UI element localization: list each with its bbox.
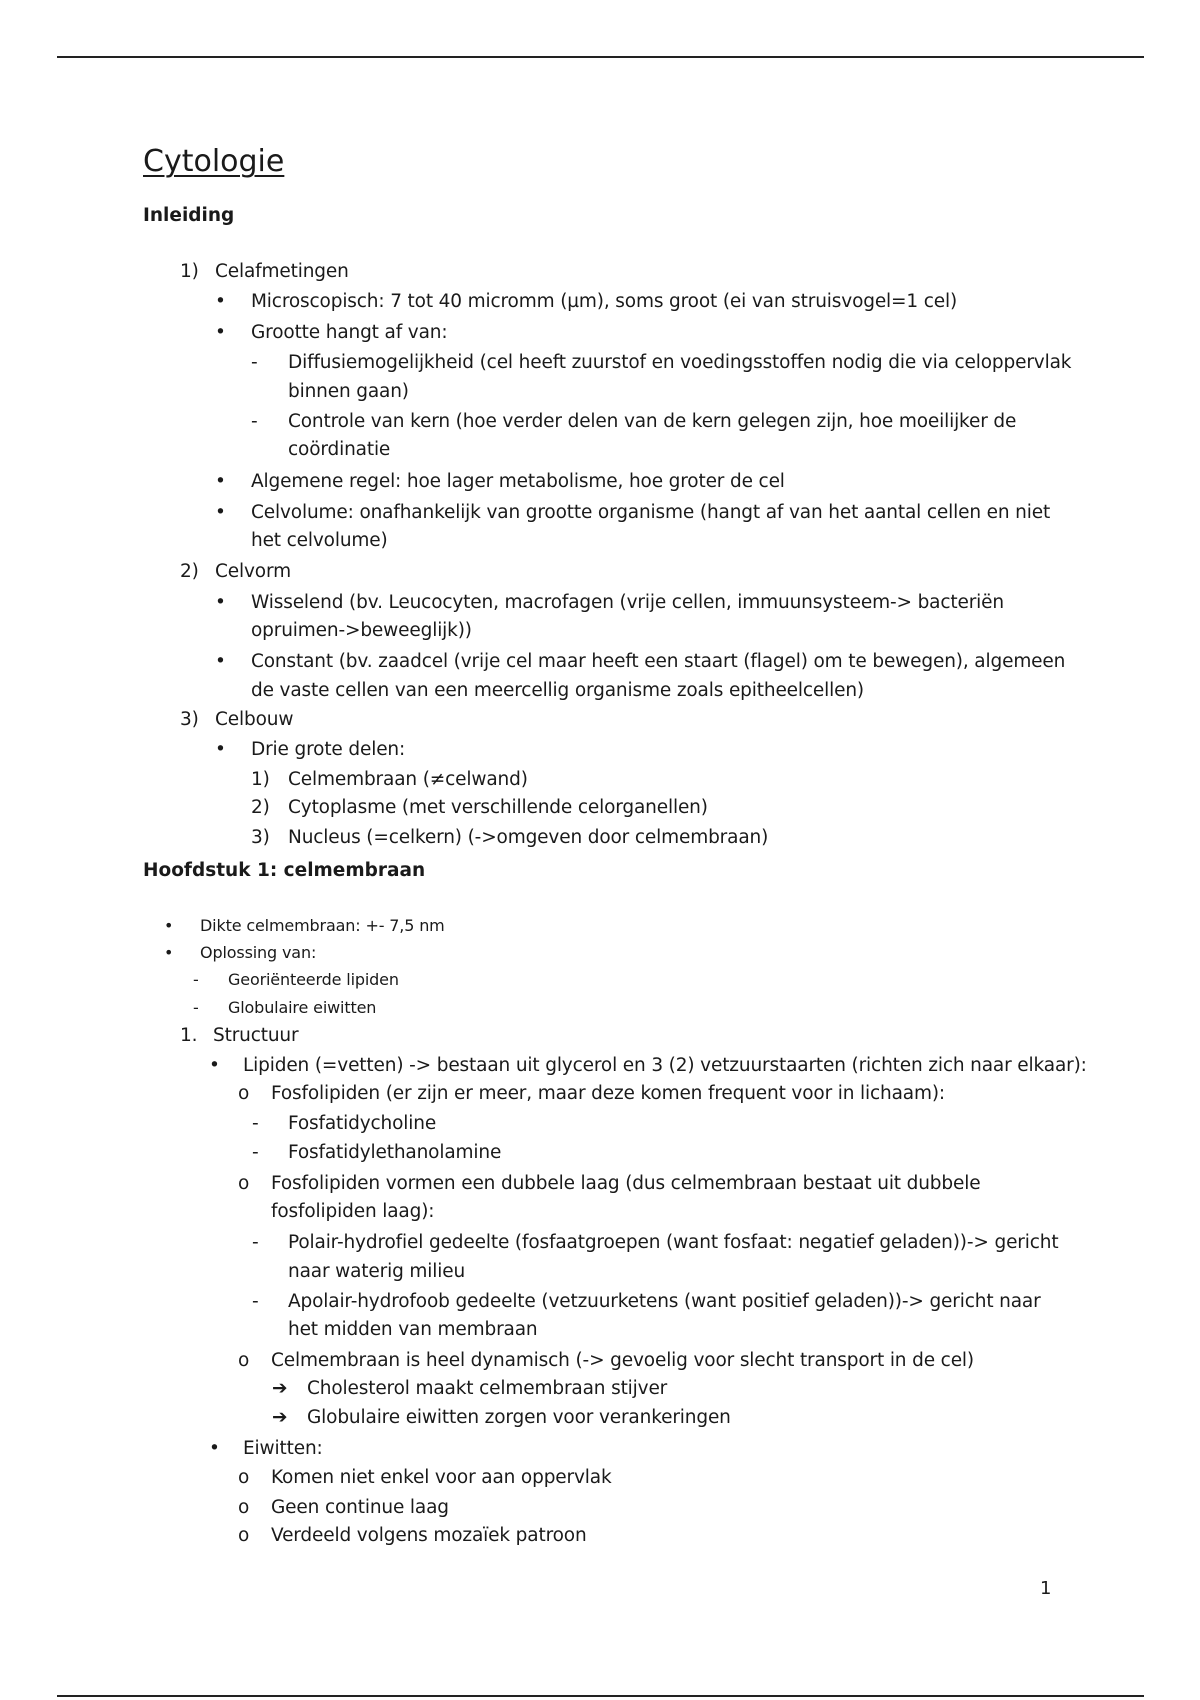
list-item-text: Fosfatidylethanolamine [288,1142,502,1163]
list-marker: - [252,1113,259,1134]
list-item-text: Controle van kern (hoe verder delen van de kern gelegen zijn, hoe moeilijker de [288,411,1017,432]
list-marker: 1) [180,261,199,282]
bottom-rule [57,1695,1144,1697]
list-item-text: Diffusiemogelijkheid (cel heeft zuurstof en voedingsstoffen nodig die via celoppervlak [288,352,1072,373]
list-marker: o [238,1173,250,1194]
list-item-text: Celafmetingen [215,261,349,282]
list-item-text: Apolair-hydrofoob gedeelte (vetzuurketens (want positief geladen))-> gericht naar [288,1291,1041,1312]
list-marker: 3) [180,709,199,730]
list-item-text: Geen continue laag [271,1497,449,1518]
list-marker: o [238,1083,250,1104]
page-number: 1 [1040,1578,1052,1599]
list-item-text: coördinatie [288,439,391,460]
list-marker: o [238,1467,250,1488]
list-item-text: Cytoplasme (met verschillende celorganellen) [288,797,708,818]
list-marker: ➔ [272,1378,288,1399]
list-item-text: Lipiden (=vetten) -> bestaan uit glycerol en 3 (2) vetzuurstaarten (richten zich naar elkaar): [243,1055,1087,1076]
list-marker: • [215,739,226,760]
top-rule [57,56,1144,58]
list-marker: o [238,1497,250,1518]
list-item-text: Cholesterol maakt celmembraan stijver [307,1378,668,1399]
list-item-text: Verdeeld volgens mozaïek patroon [271,1525,587,1546]
list-item-text: fosfolipiden laag): [271,1201,435,1222]
list-item-text: Oplossing van: [200,943,317,962]
list-marker: - [251,352,258,373]
list-marker: • [215,291,226,312]
list-marker: o [238,1525,250,1546]
list-marker: 1) [251,769,270,790]
list-marker: 1. [180,1025,198,1046]
list-marker: • [215,502,226,523]
list-marker: 3) [251,827,270,848]
list-item-text: Eiwitten: [243,1438,323,1459]
list-marker: - [193,998,199,1017]
list-item-text: opruimen->beweeglijk)) [251,620,472,641]
list-marker: • [215,322,226,343]
list-item-text: Structuur [213,1025,299,1046]
list-marker: - [252,1232,259,1253]
list-marker: 2) [251,797,270,818]
list-item-text: Celvorm [215,561,291,582]
list-item-text: Celvolume: onafhankelijk van grootte organisme (hangt af van het aantal cellen en niet [251,502,1051,523]
list-item-text: Fosfatidycholine [288,1113,437,1134]
list-item-text: Georiënteerde lipiden [228,970,399,989]
list-item-text: Globulaire eiwitten zorgen voor verankeringen [307,1407,731,1428]
list-marker: • [164,943,174,962]
heading-inleiding: Inleiding [143,205,235,226]
list-item-text: Fosfolipiden (er zijn er meer, maar deze komen frequent voor in lichaam): [271,1083,946,1104]
list-item-text: Celmembraan (≠celwand) [288,769,528,790]
list-marker: • [209,1055,220,1076]
page-title: Cytologie [143,144,285,179]
list-item-text: naar waterig milieu [288,1261,466,1282]
list-item-text: Wisselend (bv. Leucocyten, macrofagen (vrije cellen, immuunsysteem-> bacteriën [251,592,1004,613]
list-marker: 2) [180,561,199,582]
list-marker: - [193,970,199,989]
list-item-text: het celvolume) [251,530,388,551]
list-item-text: Algemene regel: hoe lager metabolisme, hoe groter de cel [251,471,785,492]
list-item-text: Komen niet enkel voor aan oppervlak [271,1467,612,1488]
list-item-text: het midden van membraan [288,1319,538,1340]
list-item-text: Grootte hangt af van: [251,322,448,343]
list-item-text: Dikte celmembraan: +- 7,5 nm [200,916,445,935]
list-item-text: Globulaire eiwitten [228,998,377,1017]
list-marker: • [215,471,226,492]
list-marker: o [238,1350,250,1371]
list-item-text: Celmembraan is heel dynamisch (-> gevoelig voor slecht transport in de cel) [271,1350,974,1371]
list-item-text: Celbouw [215,709,294,730]
list-marker: - [252,1142,259,1163]
list-item-text: Fosfolipiden vormen een dubbele laag (dus celmembraan bestaat uit dubbele [271,1173,981,1194]
list-item-text: Microscopisch: 7 tot 40 micromm (µm), soms groot (ei van struisvogel=1 cel) [251,291,958,312]
heading-hoofdstuk-1: Hoofdstuk 1: celmembraan [143,860,426,881]
list-item-text: Constant (bv. zaadcel (vrije cel maar heeft een staart (flagel) om te bewegen), algemeen [251,651,1066,672]
list-item-text: Nucleus (=celkern) (->omgeven door celmembraan) [288,827,769,848]
list-marker: - [252,1291,259,1312]
list-marker: • [209,1438,220,1459]
list-item-text: Drie grote delen: [251,739,406,760]
list-item-text: Polair-hydrofiel gedeelte (fosfaatgroepen (want fosfaat: negatief geladen))-> gericht [288,1232,1059,1253]
list-marker: • [164,916,174,935]
list-marker: ➔ [272,1407,288,1428]
list-item-text: binnen gaan) [288,381,409,402]
list-marker: - [251,411,258,432]
list-item-text: de vaste cellen van een meercellig organisme zoals epitheelcellen) [251,680,865,701]
list-marker: • [215,651,226,672]
list-marker: • [215,592,226,613]
